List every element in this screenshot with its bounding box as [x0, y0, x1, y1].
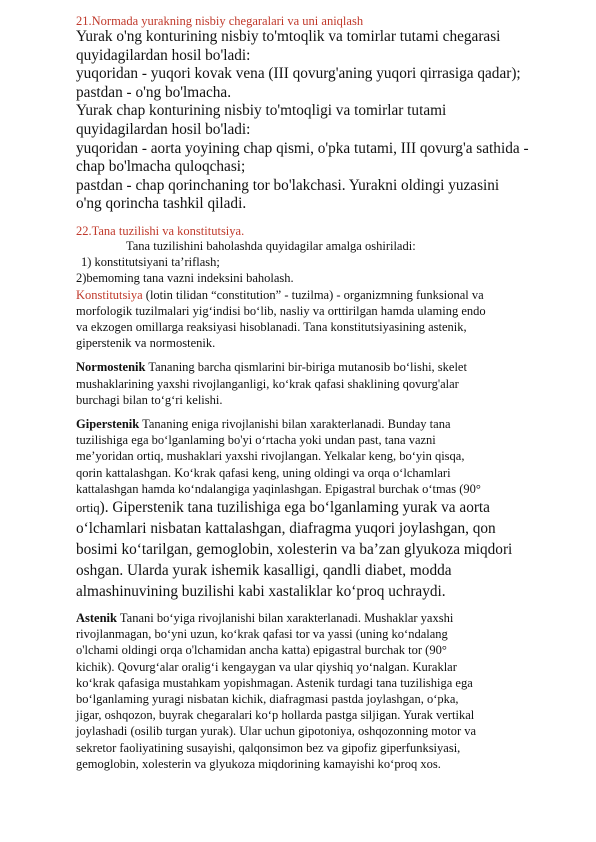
giper-ortiq: ortiq	[76, 500, 100, 515]
s22-item-1: 1) konstitutsiyani ta’riflash;	[81, 255, 220, 270]
s21-line: Yurak o'ng konturining nisbiy to'mtoqlik va tomirlar tutami chegarasi	[76, 28, 501, 45]
aste-line: gemoglobin, xolesterin va glyukoza miqdorining kamayishi ko‘proq xos.	[76, 756, 441, 771]
s21-line: yuqoridan - aorta yoyining chap qismi, o'pka tutami, III qovurg'a sathida -	[76, 139, 529, 157]
section-21-body	[76, 28, 548, 214]
giperstenik-paragraph	[76, 416, 548, 602]
konst-line: morfologik tuzilmalari yig‘indisi bo‘lib, nasliy va orttirilgan hamda ulaming endo	[76, 303, 486, 318]
konstitutsiya-paragraph	[76, 287, 548, 352]
aste-line: jigar, oshqozon, buyrak chegaralari ko‘p hollarda pastga siljigan. Yurak vertikal	[76, 708, 475, 723]
s21-line: quyidagilardan hosil bo'ladi:	[76, 46, 251, 64]
konst-line: giperstenik va normostenik.	[76, 336, 216, 351]
giper-big-line: almashinuvining buzilishi kabi xastaliklar ko‘proq uchraydi.	[76, 582, 446, 600]
normo-line: Tananing barcha qismlarini bir-biriga mutanosib bo‘lishi, skelet	[145, 360, 467, 375]
section-21-title: 21.Normada yurakning nisbiy chegaralari va uni aniqlash	[76, 14, 364, 28]
s21-line: pastdan - o'ng bo'lmacha.	[76, 83, 232, 101]
astenik-paragraph	[76, 610, 548, 772]
normostenik-term: Normostenik	[76, 360, 146, 375]
giper-line: kattalashgan hamda ko‘ndalangiga yaqinlashgan. Epigastral burchak o‘tmas (90°	[76, 481, 481, 496]
giper-big-line: o‘lchamlari nisbatan kattalashgan, diafragma yuqori joylashgan, qon	[76, 519, 496, 537]
giper-line: qorin kattalashgan. Ko‘krak qafasi keng, uning oldingi va orqa o‘lchamlari	[76, 465, 451, 480]
aste-line: ko‘krak qafasiga mustahkam yopishmagan. Astenik turdagi tana tuzilishiga ega	[76, 675, 473, 690]
normo-line: burchagi bilan to‘g‘ri kelishi.	[76, 392, 223, 407]
aste-line: rivojlanmagan, bo‘yni uzun, ko‘krak qafasi tor va yassi (uning ko‘ndalang	[76, 627, 448, 642]
s21-line: o'ng qorincha tashkil qiladi.	[76, 195, 247, 213]
s21-line: pastdan - chap qorinchaning tor bo'lakchasi. Yurakni oldingi yuzasini	[76, 176, 500, 194]
giper-big-line: oshgan. Ularda yurak ishemik kasalligi, qandli diabet, modda	[76, 561, 452, 579]
giper-big-line: ). Giperstenik tana tuzilishiga ega bo‘lganlaming yurak va aorta	[99, 498, 490, 516]
aste-line: kichik). Qovurg‘alar oralig‘i kengaygan va ular qiyshiq yo‘nalgan. Kuraklar	[76, 659, 457, 674]
giper-line: Tananing eniga rivojlanishi bilan xarakterlanadi. Bunday tana	[139, 416, 451, 431]
section-22-body	[76, 238, 548, 772]
s22-item-2: 2)bemoming tana vazni indeksini baholash.	[76, 271, 294, 286]
giperstenik-term: Giperstenik	[76, 416, 140, 431]
section-22-title: 22.Tana tuzilishi va konstitutsiya.	[76, 223, 245, 238]
giper-line: me’yoridan ortiq, mushaklari yaxshi rivojlangan. Yelkalar keng, bo‘yin qisqa,	[76, 449, 465, 464]
konst-line: (lotin tilidan “constitution” - tuzilma) - organizmning funksional va	[142, 287, 484, 302]
giper-big-text	[76, 497, 548, 602]
aste-line: sekretor faoliyatining susayishi, qalqonsimon bez va gipofiz giperfunksiyasi,	[76, 740, 461, 755]
astenik-term: Astenik	[76, 610, 117, 625]
s21-line: chap bo'lmacha quloqchasi;	[76, 158, 246, 176]
s22-intro: Tana tuzilishini baholashda quyidagilar amalga oshiriladi:	[126, 238, 416, 253]
s21-line: quyidagilardan hosil bo'ladi:	[76, 120, 251, 138]
aste-line: o'lchami oldingi orqa o'lchamidan ancha katta) epigastral burchak tor (90°	[76, 643, 447, 658]
s21-line: yuqoridan - yuqori kovak vena (III qovurg'aning yuqori qirrasiga qadar);	[76, 65, 521, 83]
normo-line: mushaklarining yaxshi rivojlanganligi, ko‘krak qafasi shaklining qovurg'alar	[76, 376, 459, 391]
konstitutsiya-term: Konstitutsiya	[76, 287, 143, 302]
giper-line: tuzilishiga ega bo‘lganlaming bo'yi o‘rtacha yoki undan past, tana vazni	[76, 433, 436, 448]
normostenik-paragraph	[76, 359, 548, 408]
aste-line: joylashadi (osilib turgan yurak). Ular uchun gipotoniya, oshqozonning motor va	[76, 724, 477, 739]
aste-line: bo‘lganlaming yuragi nisbatan kichik, diafragmasi pastda joylashgan, o‘pka,	[76, 692, 459, 706]
konst-line: va ekzogen omillarga reaksiyasi hisoblanadi. Tana konstitutsiyasining astenik,	[76, 319, 467, 334]
aste-line: Tanani bo‘yiga rivojlanishi bilan xarakterlanadi. Mushaklar yaxshi	[116, 610, 454, 625]
s21-line: Yurak chap konturining nisbiy to'mtoqligi va tomirlar tutami	[76, 102, 447, 120]
giper-big-line: bosimi ko‘tarilgan, gemoglobin, xolesterin va ba’zan glyukoza miqdori	[76, 540, 513, 558]
